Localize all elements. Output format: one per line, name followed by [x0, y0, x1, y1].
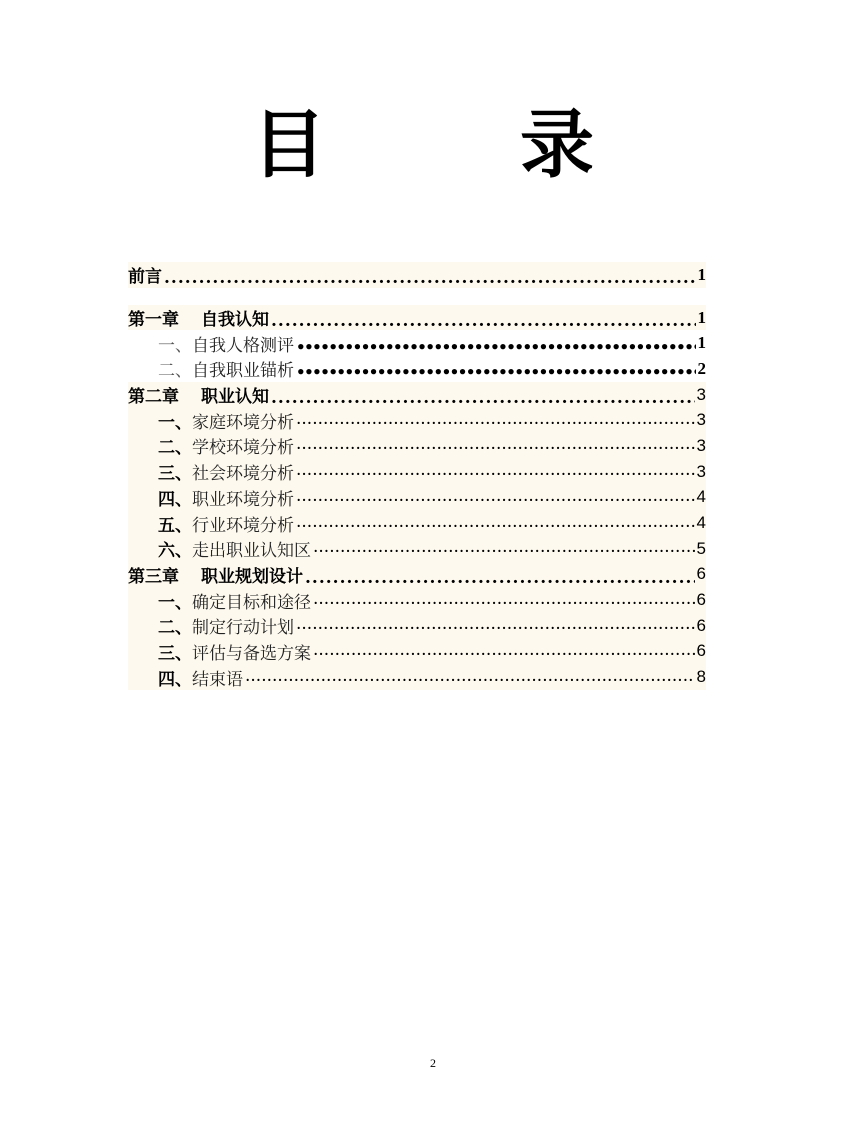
toc-entry-preface[interactable]: [128, 262, 706, 288]
section-number: 二、: [158, 438, 192, 459]
section-title: 评估与备选方案: [192, 643, 311, 664]
toc-entry-section[interactable]: [128, 407, 706, 433]
section-title: 确定目标和途径: [192, 592, 311, 613]
section-title: 制定行动计划: [192, 618, 294, 639]
section-title: 职业环境分析: [192, 489, 294, 510]
section-title: 自我人格测评: [192, 335, 294, 356]
dot-leader: [313, 542, 695, 559]
section-title: 自我职业锚析: [192, 361, 294, 382]
dot-leader: [245, 671, 695, 688]
section-number: 二、: [158, 361, 192, 382]
toc-page-number: 8: [696, 667, 706, 687]
section-title: 社会环境分析: [192, 464, 294, 485]
toc-entry-section[interactable]: [128, 613, 706, 639]
toc-entry-section[interactable]: [128, 433, 706, 459]
toc-entry-section[interactable]: [128, 587, 706, 613]
dot-leader: [296, 362, 696, 379]
section-title: 走出职业认知区: [192, 541, 311, 562]
toc-entry-section[interactable]: [128, 330, 706, 356]
toc-entry-section[interactable]: [128, 510, 706, 536]
dot-leader: [296, 439, 695, 456]
toc-page-number: 3: [696, 410, 706, 430]
dot-leader: [313, 645, 695, 662]
dot-leader: [296, 414, 695, 431]
toc-page-number: 1: [697, 264, 706, 284]
dot-leader: [271, 388, 695, 405]
section-number: 一、: [158, 412, 192, 433]
page-number-footer: 2: [430, 1056, 436, 1070]
toc-page-number: 6: [696, 590, 706, 610]
dot-leader: [164, 268, 696, 285]
toc-entry-section[interactable]: [128, 639, 706, 665]
page-title: 目 录: [252, 102, 654, 188]
toc-entry-chapter-2[interactable]: [128, 382, 706, 408]
dot-leader: [271, 311, 696, 328]
section-number: 二、: [158, 618, 192, 639]
toc-page-number: 6: [696, 615, 706, 635]
toc-entry-section[interactable]: [128, 536, 706, 562]
dot-leader: [305, 568, 695, 585]
toc-page-number: 4: [696, 487, 706, 507]
section-title: 结束语: [192, 669, 243, 690]
section-number: 一、: [158, 335, 192, 356]
toc-page-number: 1: [697, 307, 706, 327]
section-title: 学校环境分析: [192, 438, 294, 459]
section-number: 四、: [158, 489, 192, 510]
dot-leader: [296, 619, 695, 636]
toc-entry-label: 前言: [128, 267, 162, 288]
toc-page-number: 3: [696, 435, 706, 455]
toc-entry-section[interactable]: [128, 485, 706, 511]
dot-leader: [296, 465, 695, 482]
toc-page-number: 6: [696, 641, 706, 661]
toc-page-number: 2: [697, 358, 706, 378]
section-number: 一、: [158, 592, 192, 613]
toc-entry-section[interactable]: [128, 459, 706, 485]
chapter-title: 职业规划设计: [201, 566, 303, 587]
chapter-label: 第一章: [128, 310, 179, 331]
toc-page-number: 1: [697, 333, 706, 353]
toc-entry-section[interactable]: [128, 356, 706, 382]
section-number: 六、: [158, 541, 192, 562]
toc-entry-section[interactable]: [128, 664, 706, 690]
section-number: 三、: [158, 643, 192, 664]
dot-leader: [313, 594, 695, 611]
toc-page-number: 3: [696, 461, 706, 481]
toc-page-number: 6: [696, 564, 706, 584]
toc-page-number: 5: [696, 538, 706, 558]
toc-page-number: 3: [696, 384, 706, 404]
dot-leader: [296, 517, 695, 534]
dot-leader: [296, 491, 695, 508]
section-number: 五、: [158, 515, 192, 536]
chapter-label: 第二章: [128, 387, 179, 408]
section-number: 三、: [158, 464, 192, 485]
toc-entry-chapter-1[interactable]: [128, 305, 706, 331]
table-of-contents: [128, 262, 706, 690]
section-number: 四、: [158, 669, 192, 690]
chapter-title: 职业认知: [201, 387, 269, 408]
chapter-label: 第三章: [128, 566, 179, 587]
section-title: 行业环境分析: [192, 515, 294, 536]
dot-leader: [296, 337, 696, 354]
section-title: 家庭环境分析: [192, 412, 294, 433]
toc-page-number: 4: [696, 513, 706, 533]
toc-entry-chapter-3[interactable]: [128, 562, 706, 588]
chapter-title: 自我认知: [201, 310, 269, 331]
